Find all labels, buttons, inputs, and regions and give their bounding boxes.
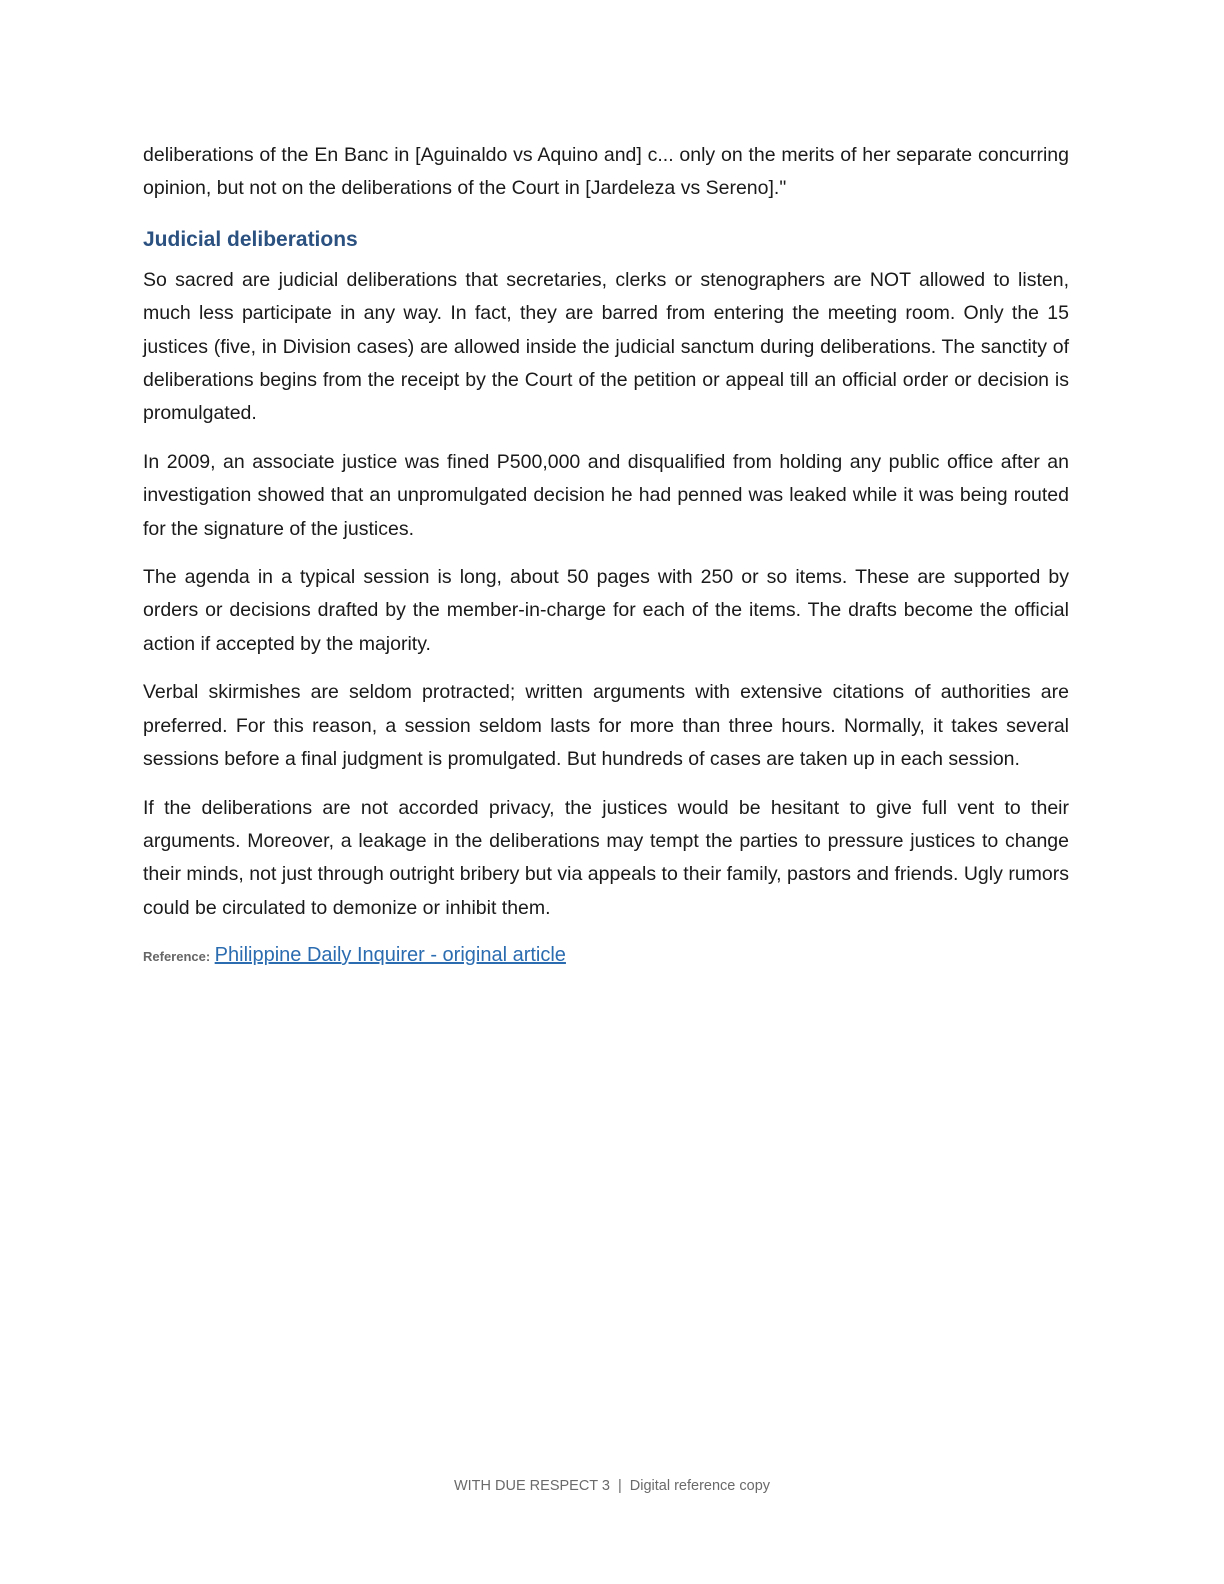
body-paragraph-1: So sacred are judicial deliberations that secretaries, clerks or stenographers are NOT allowed to listen, much less participate in any way. In fact, they are barred from entering the meeting room. Only the 15 justices (five, in Division cases) are allowed inside the judicial sanctum during deliberations. The sanctity of deliberations begins from the receipt by the Court of the petition or appeal till an official order or decision is promulgated. xyxy=(143,268,1069,425)
footer-separator: | xyxy=(618,1478,622,1494)
page-footer xyxy=(0,1478,1224,1494)
document-page xyxy=(143,139,1069,972)
footer-title: WITH DUE RESPECT 3 xyxy=(453,1478,610,1494)
reference-label: Reference: xyxy=(143,949,211,965)
body-paragraph-5: If the deliberations are not accorded privacy, the justices would be hesitant to give full vent to their arguments. Moreover, a leakage in the deliberations may tempt the parties to pressure justices to change their minds, not just through outright bribery but via appeals to their family, pastors and friends. Ugly rumors could be circulated to demonize or inhibit them. xyxy=(143,796,1069,919)
body-paragraph-2: In 2009, an associate justice was fined P500,000 and disqualified from holding any public office after an investigation showed that an unpromulgated decision he had penned was leaked while it was being routed for the signature of the justices. xyxy=(143,450,1069,540)
body-paragraph-3: The agenda in a typical session is long, about 50 pages with 250 or so items. These are supported by orders or decisions drafted by the member-in-charge for each of the items. The drafts become the official action if accepted by the majority. xyxy=(143,566,1069,655)
reference-link[interactable]: Philippine Daily Inquirer - original article xyxy=(214,944,566,967)
footer-subtitle: Digital reference copy xyxy=(629,1478,771,1494)
body-paragraph-4: Verbal skirmishes are seldom protracted; written arguments with extensive citations of authorities are preferred. For this reason, a session seldom lasts for more than three hours. Normally, it takes several sessions before a final judgment is promulgated. But hundreds of cases are taken up in each session. xyxy=(143,681,1069,771)
intro-paragraph: deliberations of the En Banc in [Aguinaldo vs Aquino and] c... only on the merits of her separate concurring opinion, but not on the deliberations of the Court in [Jardeleza vs Sereno]." xyxy=(143,144,1069,200)
section-heading: Judicial deliberations xyxy=(143,227,358,251)
reference-line xyxy=(143,940,1069,972)
